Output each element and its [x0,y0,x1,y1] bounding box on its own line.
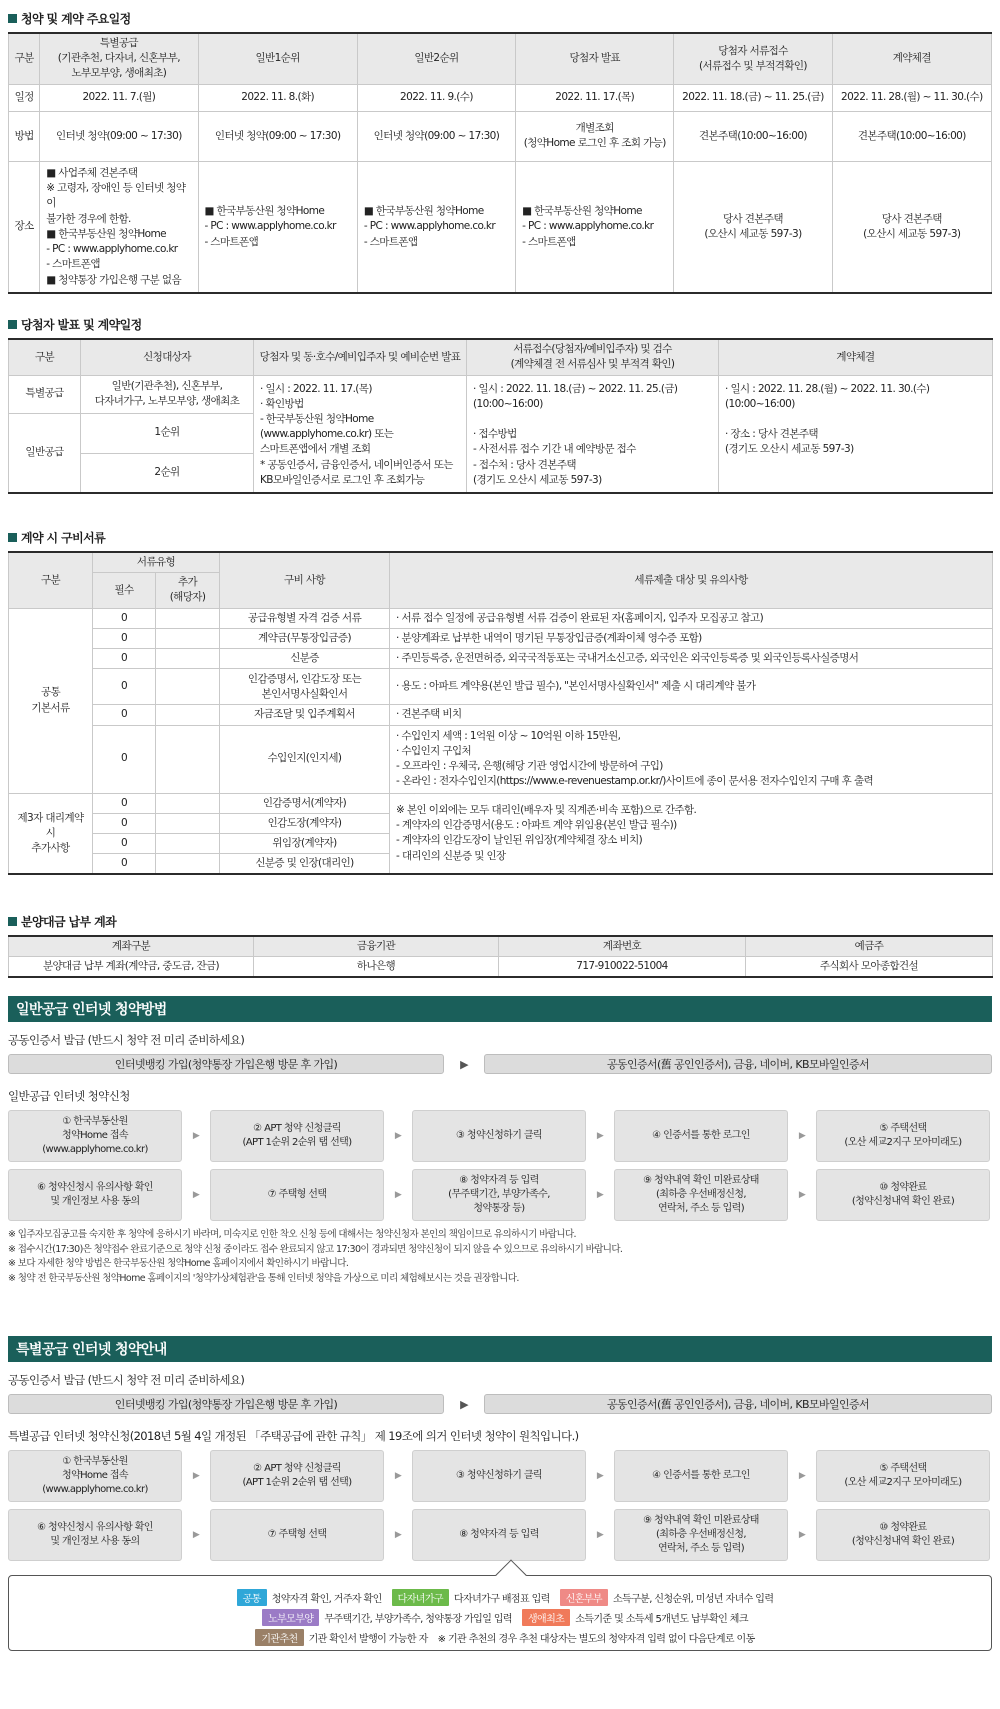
col-header: 당첨자 및 동·호수/예비입주자 및 예비순번 발표 [254,339,467,375]
cert-title: 공동인증서 발급 (반드시 청약 전 미리 준비하세요) [8,1373,245,1387]
table-cell: 하나은행 [254,957,499,978]
table-cell: 0 [93,854,156,875]
table-cell: 인감증명서(계약자) [220,793,390,813]
table-cell [156,628,220,648]
col-header: 일반1순위 [198,33,357,84]
tag-parent: 노부모부양 [262,1609,319,1626]
arrow-right-icon: ▶ [460,1057,468,1071]
square-bullet-icon [8,320,17,329]
table-cell [156,725,220,793]
notes [8,1228,992,1287]
col-header: 당첨자 서류접수 (서류접수 및 부적격확인) [674,33,832,84]
announce-cell: · 일시 : 2022. 11. 17.(목) · 확인방법 - 한국부동산원 청약Home (www.applyhome.co.kr) 또는 스마트폰앱에서 개별 조회 * 공동인증서, 금융인증서, 네이버인증서 또는 KB모바일인증서로 로그인 후 조회가능 [254,375,467,493]
arrow-right-icon: ▶ [596,1131,604,1141]
table-cell: 인감도장(계약자) [220,813,390,833]
steps [8,1110,992,1221]
step-box: ⑨ 청약내역 확인 미완료상태 (최하층 우선배정신청, 연락처, 주소 등 입력) [614,1169,788,1221]
arrow-right-icon: ▶ [192,1530,200,1540]
tag-multi-child: 다자녀가구 [392,1589,449,1606]
table-cell [156,608,220,628]
arrow-right-icon: ▶ [798,1530,806,1540]
step-box: ⑦ 주택형 선택 [210,1169,384,1221]
table-cell: 717-910022-51004 [499,957,746,978]
arrow-right-icon: ▶ [596,1530,604,1540]
table-cell: ※ 본인 이외에는 모두 대리인(배우자 및 직계존·비속 포함)으로 간주함. - 계약자의 인감증명서(용도 : 아파트 계약 위임용(본인 발급 필수)) - 계약자의 인감도장이 날인된 위임장(계약체결 장소 비치) - 대리인의 신분증 및 인장 [390,793,993,874]
table-cell: · 서류 접수 일정에 공급유형별 서류 검증이 완료된 자(홈페이지, 입주자 모집공고 참고) [390,608,993,628]
table-cell: · 용도 : 아파트 계약용(본인 발급 필수), "본인서명사실확인서" 제출 시 대리계약 불가 [390,669,993,705]
table-cell: 2022. 11. 17.(목) [516,84,674,111]
table-cell: 위임장(계약자) [220,833,390,853]
arrow-right-icon: ▶ [192,1471,200,1481]
note-line: ※ 보다 자세한 청약 방법은 한국부동산원 청약Home 홈페이지에서 확인하시기 바랍니다. [8,1258,349,1270]
schedule-table [8,32,992,294]
step-box: ⑦ 주택형 선택 [210,1509,384,1561]
documents-section [0,529,993,875]
col-header: 서류유형 [93,552,220,573]
announcement-table [8,338,993,494]
table-cell: 계약금(무통장입금증) [220,628,390,648]
arrow-right-icon: ▶ [798,1471,806,1481]
table-cell [156,793,220,813]
col-header: 구비 사항 [220,552,390,608]
col-header: 금융기관 [254,936,499,957]
table-cell: 0 [93,833,156,853]
step-box: ⑩ 청약완료 (청약신청내역 확인 완료) [816,1509,990,1561]
row-label: 일정 [9,84,40,111]
col-header: 일반2순위 [357,33,515,84]
table-cell: 주식회사 모아종합건설 [746,957,993,978]
table-cell: 0 [93,669,156,705]
step-box: ③ 청약신청하기 클릭 [412,1110,586,1162]
step-box: ② APT 청약 신청클릭 (APT 1순위 2순위 탭 선택) [210,1450,384,1502]
table-cell: 당사 견본주택 (오산시 세교동 597-3) [674,161,832,293]
row-label: 일반공급 [9,413,81,493]
table-cell [156,669,220,705]
step-box: ⑥ 청약신청시 유의사항 확인 및 개인정보 사용 동의 [8,1509,182,1561]
table-cell: ■ 사업주체 견본주택 ※ 고령자, 장애인 등 인터넷 청약이 불가한 경우에 한함. ■ 한국부동산원 청약Home - PC : www.applyhome.co.kr - 스마트폰앱 ■ 청약통장 가입은행 구분 없음 [40,161,198,293]
arrow-right-icon: ▶ [798,1131,806,1141]
table-cell: 인터넷 청약(09:00 ~ 17:30) [198,111,357,161]
col-header: 구분 [9,33,40,84]
legend-text: 청약자격 확인, 거주자 확인 [271,1594,382,1605]
table-cell: 0 [93,628,156,648]
special-supply-guide [0,1336,992,1651]
table-cell: 자금조달 및 입주계획서 [220,705,390,725]
tag-common: 공통 [237,1589,267,1606]
col-header: 예금주 [746,936,993,957]
legend-text: 기관 확인서 발행이 가능한 자 [308,1634,428,1645]
table-cell: ■ 한국부동산원 청약Home - PC : www.applyhome.co.kr - 스마트폰앱 [198,161,357,293]
banking-pill: 인터넷뱅킹 가입(청약통장 가입은행 방문 후 가입) [8,1054,444,1074]
section-title: 당첨자 발표 및 계약일정 [8,316,993,332]
section-title: 청약 및 계약 주요일정 [8,10,992,26]
table-cell [156,705,220,725]
table-cell: · 분양계좌로 납부한 내역이 명기된 무통장입금증(계좌이체 영수증 포함) [390,628,993,648]
group-label: 공통 기본서류 [9,608,93,793]
table-cell: · 견본주택 비치 [390,705,993,725]
table-cell: 견본주택(10:00~16:00) [832,111,991,161]
col-header: 계좌구분 [9,936,254,957]
table-cell [156,833,220,853]
table-cell [156,649,220,669]
step-box: ① 한국부동산원 청약Home 접속 (www.applyhome.co.kr) [8,1450,182,1502]
table-cell: 2022. 11. 28.(월) ~ 11. 30.(수) [832,84,991,111]
legend-text: 소득구분, 신청순위, 미성년 자녀수 입력 [613,1594,774,1605]
legend-text: 다자녀가구 배점표 입력 [453,1594,550,1605]
section-banner: 특별공급 인터넷 청약안내 [8,1336,992,1362]
col-header: 구분 [9,552,93,608]
table-cell: 인터넷 청약(09:00 ~ 17:30) [357,111,515,161]
row-label: 방법 [9,111,40,161]
row-label: 장소 [9,161,40,293]
group-label: 제3자 대리계약 시 추가사항 [9,793,93,874]
square-bullet-icon [8,533,17,542]
square-bullet-icon [8,14,17,23]
certificate-pill: 공동인증서(舊 공인인증서), 금융, 네이버, KB모바일인증서 [484,1394,992,1414]
cert-title: 공동인증서 발급 (반드시 청약 전 미리 준비하세요) [8,1033,245,1047]
table-cell: 0 [93,649,156,669]
note-line: ※ 청약 전 한국부동산원 청약Home 홈페이지의 '청약가상체험관'을 통해 인터넷 청약을 가상으로 미리 체험해보시는 것을 권장합니다. [8,1273,519,1285]
col-header: 계좌번호 [499,936,746,957]
certificate-pill: 공동인증서(舊 공인인증서), 금융, 네이버, KB모바일인증서 [484,1054,992,1074]
table-cell: 0 [93,725,156,793]
docs-cell: · 일시 : 2022. 11. 18.(금) ~ 2022. 11. 25.(금) (10:00~16:00) · 접수방법 - 사전서류 접수 기간 내 예약방문 접수 - 접수처 : 당사 견본주택 (경기도 오산시 세교동 597-3) [467,375,719,493]
section-title: 계약 시 구비서류 [8,529,993,545]
announcement-section [0,316,993,494]
arrow-right-icon: ▶ [798,1190,806,1200]
col-header: 추가 (해당자) [156,573,220,608]
tag-institution: 기관추천 [255,1629,303,1646]
col-header: 당첨자 발표 [516,33,674,84]
table-cell: 2022. 11. 7.(월) [40,84,198,111]
table-cell: 0 [93,705,156,725]
col-header: 구분 [9,339,81,375]
step-box: ③ 청약신청하기 클릭 [412,1450,586,1502]
tag-first-home: 생애최초 [522,1609,570,1626]
arrow-right-icon: ▶ [596,1190,604,1200]
step-box: ⑤ 주택선택 (오산 세교2지구 모아미래도) [816,1450,990,1502]
col-header: 세류제출 대상 및 유의사항 [390,552,993,608]
section-banner: 일반공급 인터넷 청약방법 [8,996,992,1022]
step-box: ⑤ 주택선택 (오산 세교2지구 모아미래도) [816,1110,990,1162]
contract-cell: · 일시 : 2022. 11. 28.(월) ~ 2022. 11. 30.(수) (10:00~16:00) · 장소 : 당사 견본주택 (경기도 오산시 세교동 597-3) [719,375,993,493]
arrow-right-icon: ▶ [192,1190,200,1200]
step-box: ⑨ 청약내역 확인 미완료상태 (최하층 우선배정신청, 연락처, 주소 등 입력) [614,1509,788,1561]
col-header: 서류접수(당첨자/예비입주자) 및 검수 (계약체결 전 서류심사 및 부적격 확인) [467,339,719,375]
table-cell: 2순위 [81,453,254,493]
documents-table [8,551,993,875]
table-cell: 일반(기관추천), 신혼부부, 다자녀가구, 노부모부양, 생애최초 [81,375,254,413]
pointer-notch [495,1559,526,1590]
table-cell: 인터넷 청약(09:00 ~ 17:30) [40,111,198,161]
apply-title: 일반공급 인터넷 청약신청 [8,1089,130,1103]
section-title: 분양대금 납부 계좌 [8,913,993,929]
step-box: ① 한국부동산원 청약Home 접속 (www.applyhome.co.kr) [8,1110,182,1162]
legend-text: 무주택기간, 부양가족수, 청약통장 가입일 입력 [324,1614,512,1625]
table-cell: 신분증 [220,649,390,669]
arrow-right-icon: ▶ [394,1471,402,1481]
step-box: ⑥ 청약신청시 유의사항 확인 및 개인정보 사용 동의 [8,1169,182,1221]
col-header: 필수 [93,573,156,608]
note-line: ※ 입주자모집공고를 숙지한 후 청약에 응하시기 바라며, 미숙지로 인한 착오 신청 등에 대해서는 청약신청자 본인의 책임이므로 유의하시기 바랍니다. [8,1229,576,1240]
table-cell: 0 [93,793,156,813]
table-cell: 0 [93,608,156,628]
step-box: ⑧ 청약자격 등 입력 (무주택기간, 부양가족수, 청약통장 등) [412,1169,586,1221]
table-cell: 견본주택(10:00~16:00) [674,111,832,161]
step-box: ⑧ 청약자격 등 입력 [412,1509,586,1561]
account-table [8,935,993,978]
table-cell: 신분증 및 인장(대리인) [220,854,390,875]
table-cell: · 수입인지 세액 : 1억원 이상 ~ 10억원 이하 15만원, · 수입인지 구입처 - 오프라인 : 우체국, 은행(해당 기관 영업시간에 방문하여 구입) - 온라인 : 전자수입인지(https://www.e-revenuestamp.or.kr/)사이트에 종이 문서용 전자수입인지 구매 후 출력 [390,725,993,793]
arrow-right-icon: ▶ [460,1397,468,1411]
table-cell: 공급유형별 자격 검증 서류 [220,608,390,628]
table-cell [156,854,220,875]
table-cell: ■ 한국부동산원 청약Home - PC : www.applyhome.co.kr - 스마트폰앱 [516,161,674,293]
table-cell: 당사 견본주택 (오산시 세교동 597-3) [832,161,991,293]
apply-title: 특별공급 인터넷 청약신청(2018년 5월 4일 개정된 「주택공급에 관한 규칙」 제 19조에 의거 인터넷 청약이 원칙입니다.) [8,1429,579,1443]
table-cell: 개별조회 (청약Home 로그인 후 조회 가능) [516,111,674,161]
arrow-right-icon: ▶ [394,1530,402,1540]
col-header: 특별공급 (기관추천, 다자녀, 신혼부부, 노부모부양, 생애최초) [40,33,198,84]
legend-box [8,1575,992,1651]
arrow-right-icon: ▶ [192,1131,200,1141]
table-cell: 수입인지(인지세) [220,725,390,793]
table-cell: · 주민등록증, 운전면허증, 외국국적동포는 국내거소신고증, 외국인은 외국인등록증 및 외국인등록사실증명서 [390,649,993,669]
schedule-section [0,10,992,294]
legend-note: ※ 기관 추천의 경우 추천 대상자는 별도의 청약자격 입력 없이 다음단계로 이동 [437,1634,755,1645]
account-section [0,913,993,978]
banking-pill: 인터넷뱅킹 가입(청약통장 가입은행 방문 후 가입) [8,1394,444,1414]
arrow-right-icon: ▶ [596,1471,604,1481]
general-supply-guide [0,996,992,1287]
note-line: ※ 접수시간(17:30)은 청약접수 완료기준으로 청약 신청 중이라도 접수 완료되지 않고 17:30이 경과되면 청약신청이 되지 않을 수 있으므로 유의하시기 바랍니다. [8,1243,623,1255]
table-cell: 0 [93,813,156,833]
table-cell: 2022. 11. 8.(화) [198,84,357,111]
col-header: 신청대상자 [81,339,254,375]
square-bullet-icon [8,917,17,926]
step-box: ④ 인증서를 통한 로그인 [614,1110,788,1162]
step-box: ② APT 청약 신청클릭 (APT 1순위 2순위 탭 선택) [210,1110,384,1162]
tag-newlywed: 신혼부부 [560,1589,608,1606]
col-header: 계약체결 [832,33,991,84]
table-cell: 2022. 11. 18.(금) ~ 11. 25.(금) [674,84,832,111]
legend-text: 소득기준 및 소득세 5개년도 납부확인 체크 [575,1614,748,1625]
table-cell [156,813,220,833]
table-cell: 1순위 [81,413,254,453]
table-cell: 분양대금 납부 계좌(계약금, 중도금, 잔금) [9,957,254,978]
arrow-right-icon: ▶ [394,1190,402,1200]
table-cell: 인감증명서, 인감도장 또는 본인서명사실확인서 [220,669,390,705]
col-header: 계약체결 [719,339,993,375]
steps [8,1450,992,1561]
row-label: 특별공급 [9,375,81,413]
table-cell: ■ 한국부동산원 청약Home - PC : www.applyhome.co.kr - 스마트폰앱 [357,161,515,293]
arrow-right-icon: ▶ [394,1131,402,1141]
step-box: ⑩ 청약완료 (청약신청내역 확인 완료) [816,1169,990,1221]
table-cell: 2022. 11. 9.(수) [357,84,515,111]
step-box: ④ 인증서를 통한 로그인 [614,1450,788,1502]
